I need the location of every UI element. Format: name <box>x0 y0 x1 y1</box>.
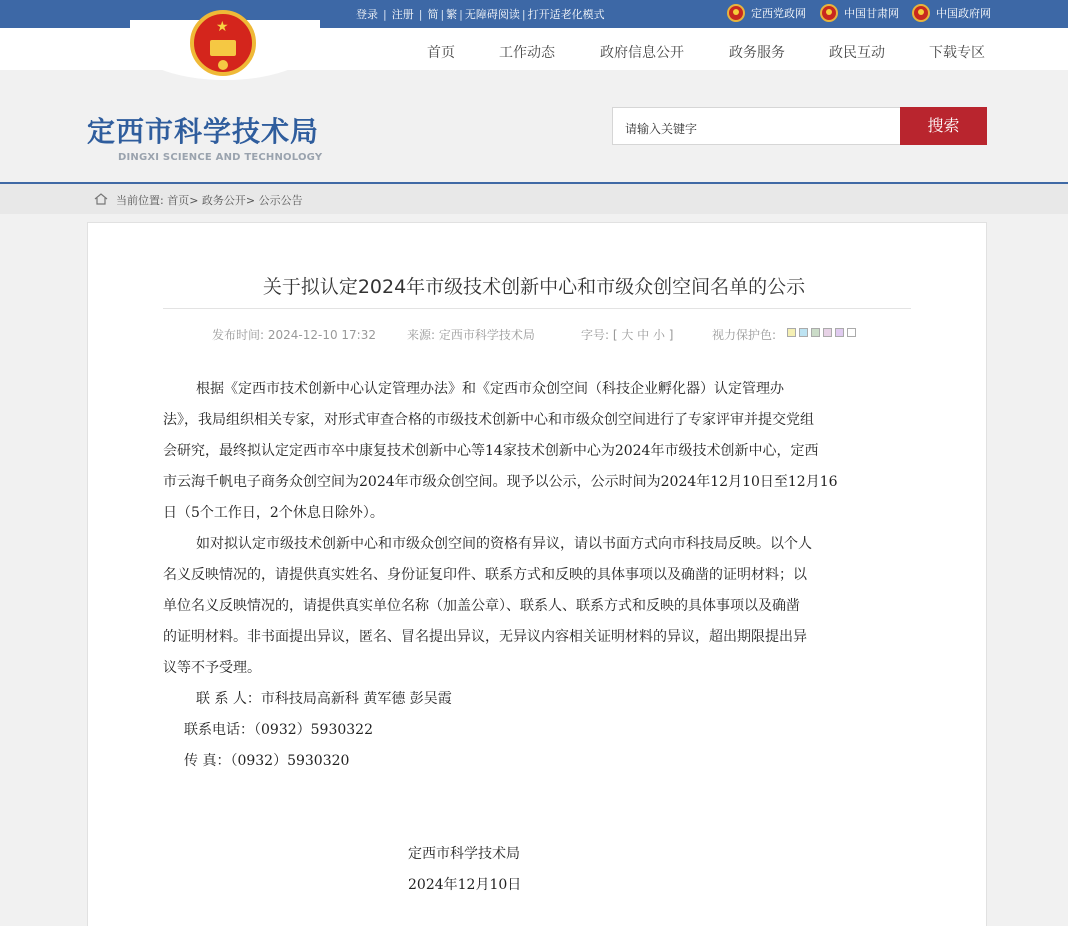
emblem-icon <box>820 4 838 22</box>
eye-care-swatch[interactable] <box>811 328 820 337</box>
eye-care-label: 视力保护色: <box>712 328 777 342</box>
site-link-label: 定西党政网 <box>751 7 806 20</box>
nav-services[interactable]: 政务服务 <box>729 45 785 61</box>
article-paragraph-line: 会研究，最终拟认定定西市卒中康复技术创新中心等14家技术创新中心为2024年市级技术创新中心，定西 <box>163 443 819 459</box>
article-paragraph-line: 名义反映情况的，请提供真实姓名、身份证复印件、联系方式和反映的具体事项以及确凿的证明材料；以 <box>163 567 807 583</box>
font-size-switch[interactable]: 字号: [ 大 中 小 ] <box>581 328 674 342</box>
breadcrumb: 当前位置: 首页> 政务公开> 公示公告 <box>116 194 303 207</box>
elderly-mode-link[interactable]: 打开适老化模式 <box>527 8 605 21</box>
article-paragraph-line: 法》，我局组织相关专家，对形式审查合格的市级技术创新中心和市级众创空间进行了专家评审并提交党组 <box>163 412 814 428</box>
nav-work-news[interactable]: 工作动态 <box>499 45 555 61</box>
search-input[interactable]: 请输入关键字 <box>612 107 901 145</box>
nav-interaction[interactable]: 政民互动 <box>829 45 885 61</box>
site-link-gansu[interactable] <box>820 4 899 22</box>
contact-fax: 传 真：（0932）5930320 <box>184 753 350 769</box>
eye-care-swatch[interactable] <box>823 328 832 337</box>
contact-phone: 联系电话：（0932）5930322 <box>184 722 373 738</box>
publish-time: 发布时间: 2024-12-10 17:32 <box>212 328 376 342</box>
emblem-icon <box>912 4 930 22</box>
accessible-reading-link[interactable]: 无障碍阅读 <box>464 8 520 21</box>
signature-date: 2024年12月10日 <box>408 877 522 893</box>
eye-care-swatch[interactable] <box>835 328 844 337</box>
title-divider <box>163 308 911 309</box>
site-link-gov[interactable] <box>912 4 991 22</box>
article-title: 关于拟认定2024年市级技术创新中心和市级众创空间名单的公示 <box>262 276 806 298</box>
eye-care-swatch[interactable] <box>847 328 856 337</box>
nav-home[interactable]: 首页 <box>427 45 455 61</box>
emblem-icon <box>727 4 745 22</box>
nav-gov-info[interactable]: 政府信息公开 <box>600 45 684 61</box>
site-link-label: 中国政府网 <box>936 7 991 20</box>
eye-care-swatch[interactable] <box>799 328 808 337</box>
article-paragraph-line: 单位名义反映情况的，请提供真实单位名称（加盖公章）、联系人、联系方式和反映的具体事项以及确凿 <box>163 598 800 614</box>
article-paragraph-line: 市云海千帆电子商务众创空间为2024年市级众创空间。现予以公示，公示时间为2024年12月10日至12月16 <box>163 474 838 490</box>
home-icon <box>94 193 108 205</box>
article-paragraph-line: 如对拟认定市级技术创新中心和市级众创空间的资格有异议，请以书面方式向市科技局反映。以个人 <box>196 536 812 552</box>
site-link-label: 中国甘肃网 <box>844 7 899 20</box>
search-button[interactable]: 搜索 <box>900 107 987 145</box>
register-link[interactable]: 注册 <box>391 8 414 21</box>
signature: 定西市科学技术局 <box>408 846 520 862</box>
article-source: 来源: 定西市科学技术局 <box>407 328 535 342</box>
contact-person: 联 系 人：市科技局高新科 黄军德 彭吴霞 <box>196 691 452 707</box>
national-emblem-icon: ★ <box>190 10 256 76</box>
top-links: 登录 | 注册 | 简 | 繁 | 无障碍阅读 | 打开适老化模式 <box>356 8 605 21</box>
article-paragraph-line: 的证明材料。非书面提出异议，匿名、冒名提出异议，无异议内容相关证明材料的异议，超出期限提出异 <box>163 629 807 645</box>
login-link[interactable]: 登录 <box>356 8 378 21</box>
site-title[interactable]: 定西市科学技术局 <box>87 115 320 148</box>
site-link-dingxi[interactable] <box>727 4 806 22</box>
traditional-link[interactable]: 繁 <box>446 8 458 21</box>
article-paragraph-line: 日（5个工作日，2个休息日除外）。 <box>163 505 384 521</box>
article-paragraph-line: 根据《定西市技术创新中心认定管理办法》和《定西市众创空间（科技企业孵化器）认定管理办 <box>196 381 784 397</box>
site-subtitle: DINGXI SCIENCE AND TECHNOLOGY <box>118 152 323 163</box>
eye-care-swatch[interactable] <box>787 328 796 337</box>
article-paragraph-line: 议等不予受理。 <box>163 660 261 676</box>
nav-downloads[interactable]: 下载专区 <box>929 45 985 61</box>
simplified-link[interactable]: 简 <box>427 8 439 21</box>
